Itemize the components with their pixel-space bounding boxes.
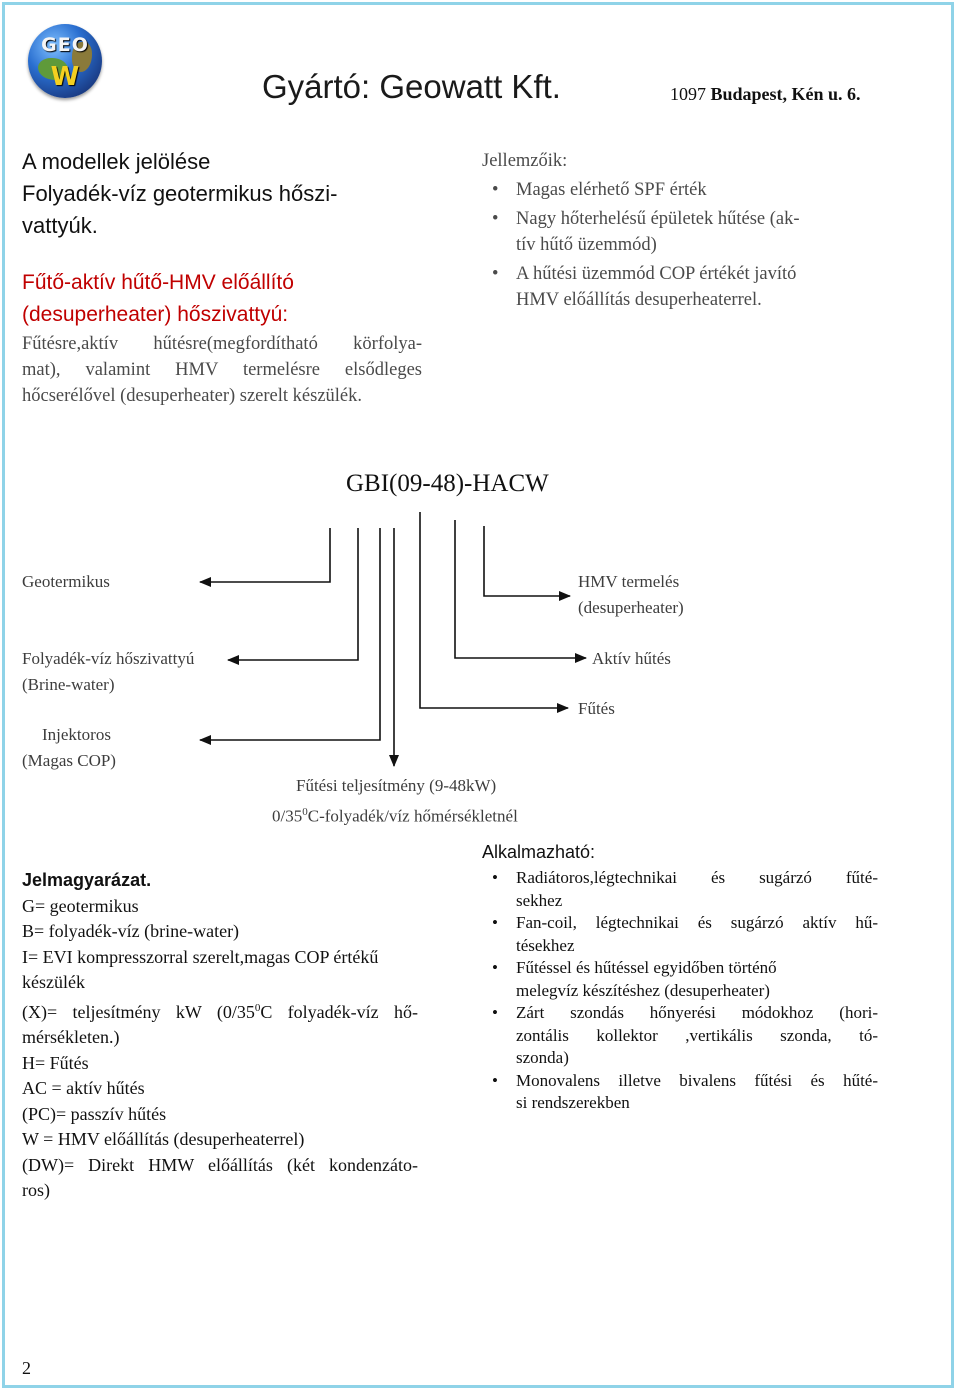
legend-h: H= Fűtés (22, 1052, 89, 1073)
feature-item: • Nagy hőterhelésű épületek hűtése (ak- tív hűtő üzemmód) (482, 206, 882, 258)
desc-line-1: Fűtésre,aktív hűtésre(megfordítható körfolya- (22, 334, 422, 354)
manufacturer-title: Gyártó: Geowatt Kft. (262, 68, 561, 105)
feature-item: • A hűtési üzemmód COP értékét javító HMV előállítás desuperheaterrel. (482, 261, 882, 313)
applicable-section (482, 842, 878, 1115)
label-injektoros-2: (Magas COP) (22, 751, 116, 770)
label-futes: Fűtés (578, 699, 615, 718)
models-heading-2: Folyadék-víz geotermikus hőszi- (22, 181, 338, 206)
label-geotermikus: Geotermikus (22, 572, 110, 591)
desc-line-3: hőcserélővel (desuperheater) szerelt készülék. (22, 386, 363, 406)
arrow-futes (420, 512, 568, 708)
applicable-item: • Fan-coil, légtechnikai és sugárzó aktív hű- tésekhez (482, 912, 878, 957)
applicable-title: Alkalmazható: (482, 842, 596, 862)
label-aktiv-hutes: Aktív hűtés (592, 649, 671, 668)
legend-b: B= folyadék-víz (brine-water) (22, 921, 240, 941)
arrow-hmv (484, 526, 570, 596)
models-heading-3: vattyúk. (22, 213, 98, 238)
page-number: 2 (22, 1358, 31, 1378)
label-power-1: Fűtési teljesítmény (9-48kW) (296, 776, 497, 795)
applicable-item: • Zárt szondás hőnyerési módokhoz (hori- zontális kollektor ,vertikális szonda, tó- szonda) (482, 1002, 878, 1070)
address-zip: 1097 (670, 84, 711, 104)
geowatt-logo: GEO W (28, 24, 102, 98)
label-hmv-2: (desuperheater) (578, 598, 684, 617)
applicable-item: • Radiátoros,légtechnikai és sugárzó fűté- sekhez (482, 867, 878, 912)
label-power-2: $0/35^0C-folyadék$/víz hőmérsékletnél (272, 806, 518, 826)
applicable-list (482, 867, 878, 1115)
model-code: GBI(09-48)-HACW (346, 470, 549, 497)
legend-ac: AC = aktív hűtés (22, 1078, 145, 1098)
legend-pc: (PC)= passzív hűtés (22, 1103, 167, 1124)
label-hmv-1: HMV termelés (578, 572, 680, 591)
arrow-injektoros (200, 528, 380, 740)
legend-x-2: mérsékleten.) (22, 1027, 120, 1047)
label-brine-2: (Brine-water) (22, 675, 115, 694)
red-heading-1: Fűtő-aktív hűtő-HMV előállító (22, 271, 294, 294)
arrow-brine-water (228, 528, 358, 660)
applicable-item: • Monovalens illetve bivalens fűtési és hűté- si rendszerekben (482, 1070, 878, 1115)
models-heading-1: A modellek jelölése (22, 149, 211, 174)
address-street: Budapest, Kén u. 6. (710, 84, 861, 104)
applicable-item: • Fűtéssel és hűtéssel egyidőben történő melegvíz készítéshez (desuperheater) (482, 957, 878, 1002)
legend-i-2: készülék (22, 972, 85, 992)
legend-title: Jelmagyarázat. (22, 870, 152, 890)
legend-i-1: I= EVI kompresszorral szerelt,magas COP értékű (22, 946, 379, 967)
red-heading-2: (desuperheater) hőszivattyú: (22, 303, 289, 326)
legend-w: W = HMV előállítás (desuperheaterrel) (22, 1129, 305, 1149)
label-brine-1: Folyadék-víz hőszivattyú (22, 649, 195, 668)
legend-x-1: (X)= teljesítmény kW ($0/35^0C$ folyadék-víz hő- (22, 1001, 418, 1022)
legend-dw-2: ros) (22, 1180, 50, 1200)
legend-section (22, 868, 418, 1204)
desc-line-2: mat), valamint HMV termelésre elsődleges (22, 360, 422, 380)
features-title: Jellemzőik: (482, 151, 568, 171)
arrow-geotermikus (200, 528, 330, 582)
feature-item: • Magas elérhető SPF érték (482, 177, 882, 203)
arrow-aktiv-hutes (455, 520, 586, 658)
legend-g: G= geotermikus (22, 895, 139, 916)
label-injektoros-1: Injektoros (42, 725, 111, 744)
legend-dw-1: (DW)= Direkt HMW előállítás (két kondenzáto- (22, 1154, 418, 1175)
